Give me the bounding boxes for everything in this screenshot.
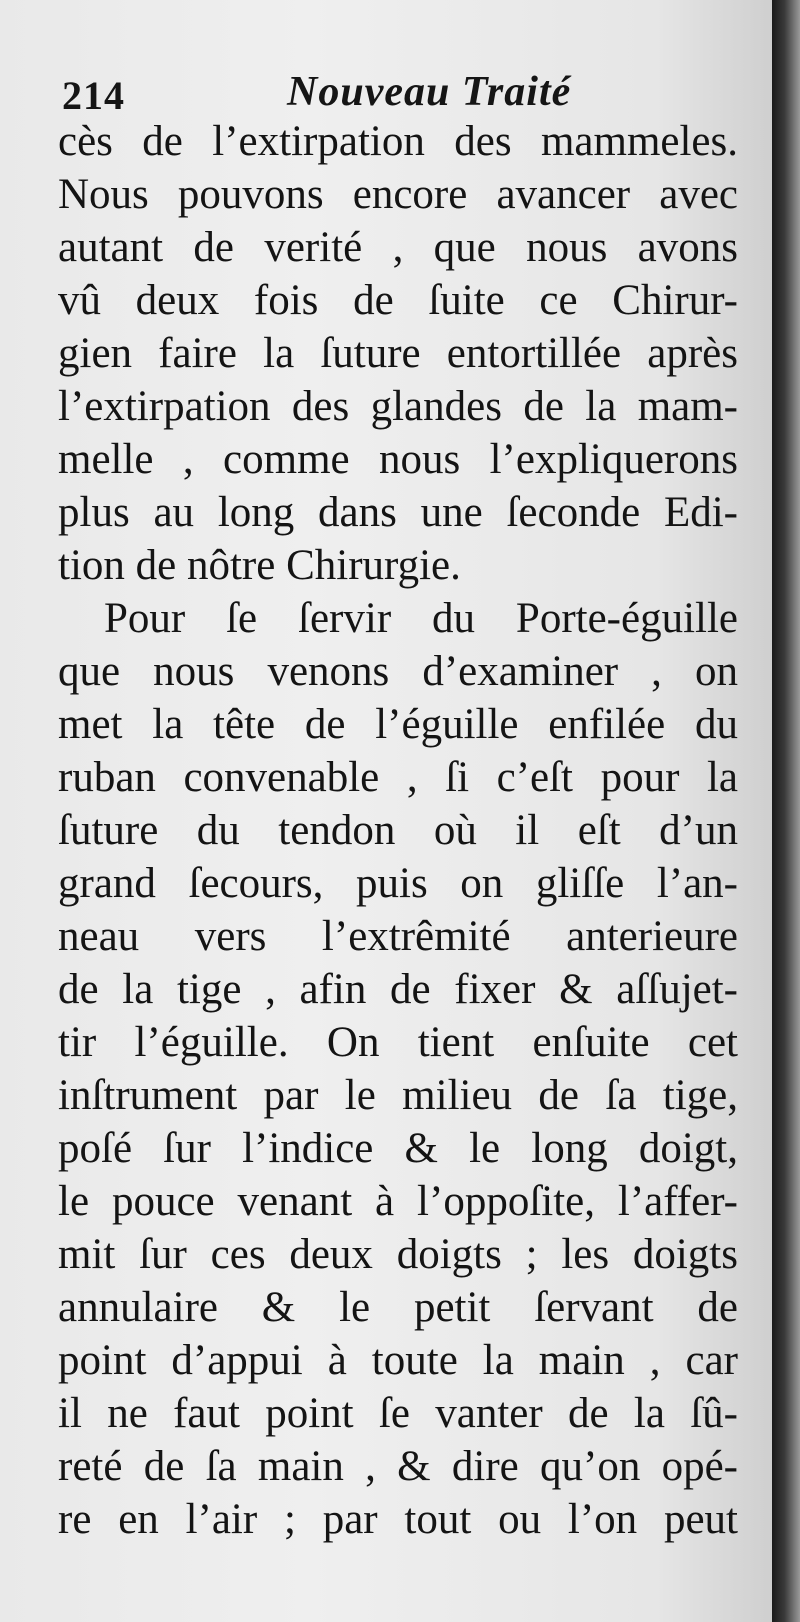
text-line: neau vers l’extrêmité anterieure [58,913,738,960]
text-line: cès de l’extirpation des mammeles. [58,118,738,165]
text-line: ruban convenable , ſi c’eſt pour la [58,754,738,801]
text-line: plus au long dans une ſeconde Edi- [58,489,738,536]
text-line: point d’appui à toute la main , car [58,1337,738,1384]
text-line: de la tige , afin de fixer & aſſujet- [58,966,738,1013]
text-line: le pouce venant à l’oppoſite, l’affer- [58,1178,738,1225]
text-line: tion de nôtre Chirurgie. [58,542,461,589]
running-head: Nouveau Traité [287,69,572,115]
text-line: il ne faut point ſe vanter de la ſû- [58,1390,738,1437]
text-line: melle , comme nous l’expliquerons [58,436,738,483]
body-text [58,115,738,1546]
text-line: ſuture du tendon où il eſt d’un [58,807,738,854]
text-line: tir l’éguille. On tient enſuite cet [58,1019,738,1066]
text-line: poſé ſur l’indice & le long doigt, [58,1125,738,1172]
text-line: Pour ſe ſervir du Porte-éguille [104,595,738,642]
text-line: grand ſecours, puis on gliſſe l’an- [58,860,738,907]
text-line: gien faire la ſuture entortillée après [58,330,738,377]
text-line: annulaire & le petit ſervant de [58,1284,738,1331]
text-line: reté de ſa main , & dire qu’on opé- [58,1443,738,1490]
text-line: inſtrument par le milieu de ſa tige, [58,1072,738,1119]
text-line: que nous venons d’examiner , on [58,648,738,695]
text-line: re en l’air ; par tout ou l’on peut [58,1496,738,1543]
text-line: autant de verité , que nous avons [58,224,738,271]
book-spine-shadow [772,0,800,1622]
text-line: l’extirpation des glandes de la mam- [58,383,738,430]
text-line: vû deux fois de ſuite ce Chirur- [58,277,738,324]
text-line: Nous pouvons encore avancer avec [58,171,738,218]
page-number: 214 [62,73,125,118]
text-line: mit ſur ces deux doigts ; les doigts [58,1231,738,1278]
text-line: met la tête de l’éguille enfilée du [58,701,738,748]
